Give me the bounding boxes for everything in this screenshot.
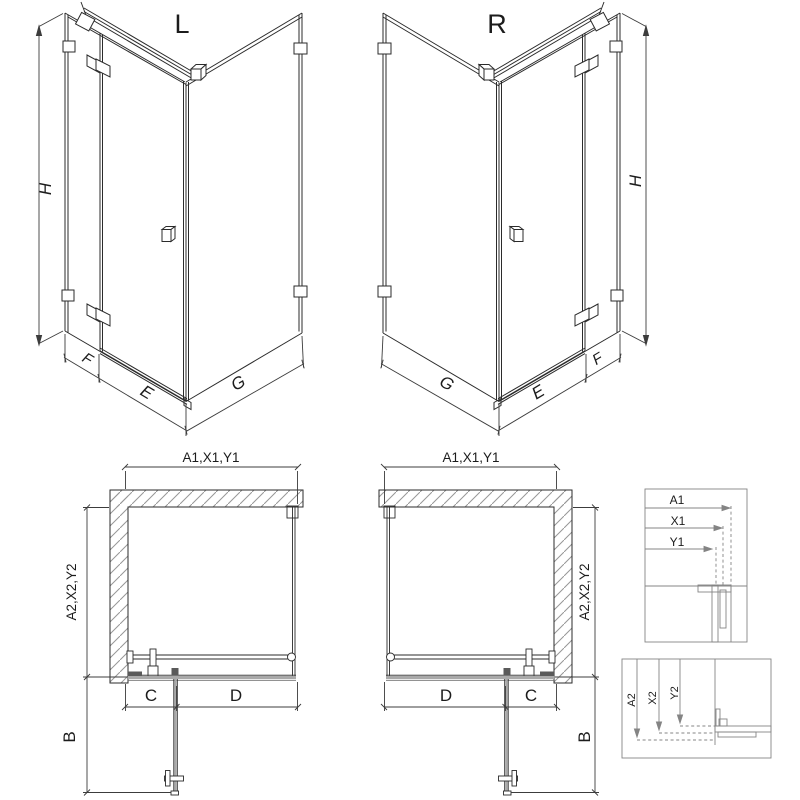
detail-box-vertical [622, 659, 771, 758]
plan-depth-label-left: A2,X2,Y2 [64, 563, 79, 621]
iso-view-left [36, 2, 307, 436]
wall-hatch-top-right-plan [379, 490, 572, 507]
detail-label-a1: A1 [669, 493, 685, 507]
door-dim-right: E [528, 381, 548, 404]
plan-dim-d-right: D [439, 686, 453, 705]
variant-label-left: L [174, 9, 190, 39]
plan-width-label-right: A1,X1,Y1 [442, 450, 500, 465]
plan-depth-label-right: A2,X2,Y2 [577, 563, 592, 621]
plan-swing-label-left: B [60, 731, 79, 743]
fixed-panel-dim-left: F [79, 349, 96, 369]
plan-view-left [83, 464, 303, 796]
wall-hatch-side-right-plan [554, 490, 572, 683]
detail-label-y2: Y2 [669, 686, 681, 700]
plan-dim-c-left: C [144, 686, 158, 705]
side-panel-dim-left: G [227, 371, 249, 395]
detail-box-horizontal [645, 489, 747, 642]
plan-swing-label-right: B [575, 731, 594, 743]
detail-label-y1: Y1 [669, 535, 685, 549]
wall-hatch-top-left-plan [110, 490, 303, 507]
fixed-panel-dim-right: F [589, 349, 606, 369]
wall-hatch-side-left-plan [110, 490, 128, 683]
plan-width-label-left: A1,X1,Y1 [182, 450, 240, 465]
plan-view-right [379, 464, 599, 796]
profile-section-side [715, 709, 771, 737]
plan-dim-c-right: C [524, 686, 538, 705]
height-dim-label-left: H [36, 182, 55, 196]
plan-dim-d-left: D [229, 686, 243, 705]
door-dim-left: E [137, 381, 157, 404]
detail-label-a2: A2 [626, 693, 638, 707]
iso-view-right [378, 2, 649, 436]
side-panel-dim-right: G [436, 371, 458, 395]
variant-label-right: R [487, 9, 507, 39]
detail-label-x2: X2 [647, 691, 659, 705]
detail-label-x1: X1 [670, 514, 686, 528]
height-dim-label-right: H [626, 174, 645, 188]
profile-section-top [698, 585, 731, 642]
